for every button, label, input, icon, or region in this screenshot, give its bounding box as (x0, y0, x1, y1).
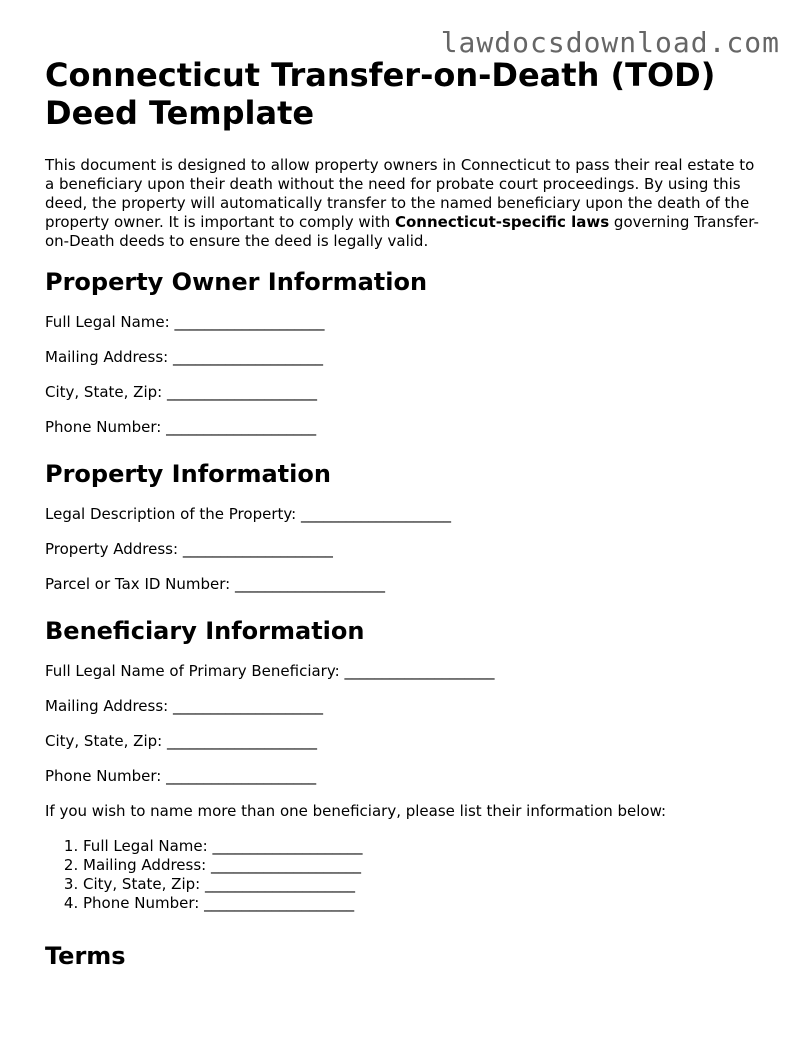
owner-full-name-field[interactable]: Full Legal Name: ____________________ (45, 313, 325, 331)
beneficiary-mailing-address-field[interactable]: Mailing Address: ____________________ (45, 697, 324, 715)
more-beneficiaries-note: If you wish to name more than one beneficiary, please list their information below: (45, 802, 667, 820)
property-legal-description-field[interactable]: Legal Description of the Property: ____________________ (45, 505, 451, 523)
list-item[interactable]: 1. Full Legal Name: ____________________ (83, 837, 765, 856)
property-heading: Property Information (45, 460, 331, 488)
page-title: Connecticut Transfer-on-Death (TOD) Deed Template (45, 56, 716, 132)
list-item[interactable]: 3. City, State, Zip: ____________________ (83, 875, 765, 894)
intro-text-2: governing Transfer-on-Death deeds to ensure the deed is legally valid. (45, 213, 759, 250)
document-page (45, 56, 765, 987)
intro-paragraph (45, 156, 765, 251)
beneficiary-city-state-zip-field[interactable]: City, State, Zip: ____________________ (45, 732, 317, 750)
watermark: lawdocsdownload.com (440, 26, 780, 59)
property-address-field[interactable]: Property Address: ____________________ (45, 540, 333, 558)
additional-beneficiary-list (45, 837, 765, 913)
beneficiary-phone-field[interactable]: Phone Number: ____________________ (45, 767, 317, 785)
list-item[interactable]: 4. Phone Number: ____________________ (83, 894, 765, 913)
intro-bold-text: Connecticut-specific laws (394, 213, 610, 231)
property-parcel-id-field[interactable]: Parcel or Tax ID Number: ____________________ (45, 575, 386, 593)
beneficiary-full-name-field[interactable]: Full Legal Name of Primary Beneficiary: ____________________ (45, 662, 495, 680)
terms-heading: Terms (45, 942, 126, 970)
intro-text-1: This document is designed to allow property owners in Connecticut to pass their real estate to a beneficiary upon their death without the need for probate court proceedings. By using this deed, the property will automatically transfer to the named beneficiary upon the death of the property owner. It is important to comply with (45, 156, 755, 231)
owner-city-state-zip-field[interactable]: City, State, Zip: ____________________ (45, 383, 317, 401)
list-item[interactable]: 2. Mailing Address: ____________________ (83, 856, 765, 875)
beneficiary-heading: Beneficiary Information (45, 617, 365, 645)
owner-phone-field[interactable]: Phone Number: ____________________ (45, 418, 317, 436)
owner-mailing-address-field[interactable]: Mailing Address: ____________________ (45, 348, 324, 366)
owner-heading: Property Owner Information (45, 268, 428, 296)
